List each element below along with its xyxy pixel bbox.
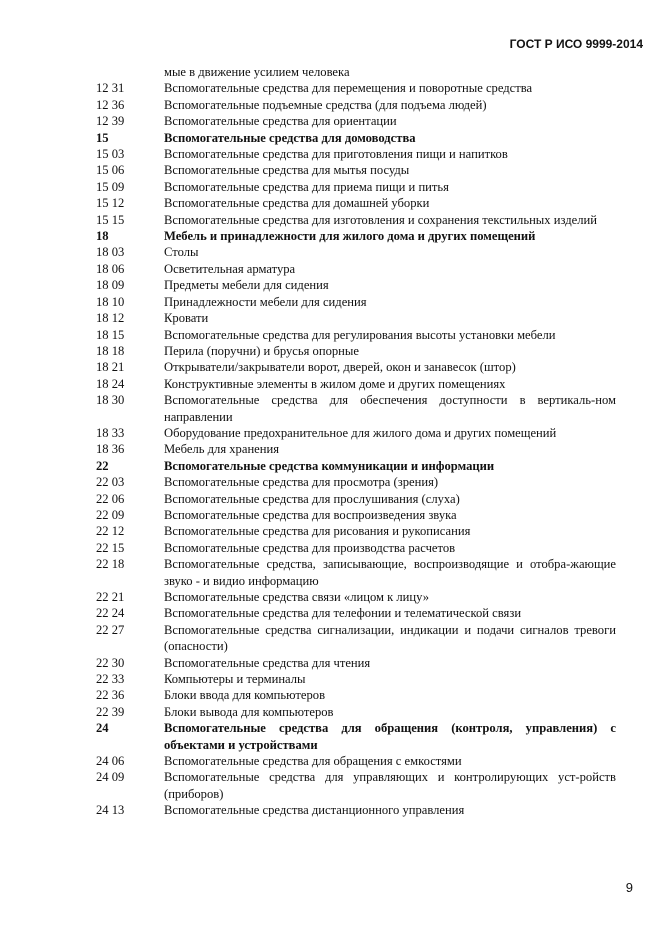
classification-code: 22 18 bbox=[96, 557, 125, 572]
list-item bbox=[0, 212, 661, 228]
classification-code: 15 bbox=[96, 130, 109, 145]
classification-title: Вспомогательные средства для приема пищи и питья bbox=[164, 179, 449, 194]
list-item bbox=[0, 146, 661, 162]
classification-code: 18 33 bbox=[96, 425, 125, 440]
classification-title: мые в движение усилием человека bbox=[164, 65, 350, 79]
list-item bbox=[0, 113, 661, 129]
list-item bbox=[0, 491, 661, 507]
document-header: ГОСТ Р ИСО 9999-2014 bbox=[509, 37, 643, 51]
list-item bbox=[0, 294, 661, 310]
classification-title: Вспомогательные средства для перемещения и поворотные средства bbox=[164, 81, 533, 96]
classification-title: Осветительная арматура bbox=[164, 261, 296, 276]
list-item bbox=[0, 687, 661, 703]
classification-code: 24 09 bbox=[96, 770, 125, 785]
classification-title: Вспомогательные средства коммуникации и информации bbox=[164, 458, 495, 473]
list-item bbox=[0, 605, 661, 621]
classification-code: 22 27 bbox=[96, 622, 125, 637]
classification-code: 22 06 bbox=[96, 491, 125, 506]
classification-title: Компьютеры и терминалы bbox=[164, 672, 306, 687]
classification-code: 12 31 bbox=[96, 81, 125, 96]
classification-title: Вспомогательные средства для обращения (контроля, управления) с объектами и устройствами bbox=[164, 721, 616, 752]
classification-code: 18 30 bbox=[96, 393, 125, 408]
list-item bbox=[0, 425, 661, 441]
classification-title: Блоки ввода для компьютеров bbox=[164, 688, 326, 703]
classification-code: 18 03 bbox=[96, 245, 125, 260]
classification-code: 18 21 bbox=[96, 360, 125, 375]
classification-title: Вспомогательные средства дистанционного управления bbox=[164, 803, 465, 818]
list-item bbox=[0, 179, 661, 195]
list-item bbox=[0, 802, 661, 818]
classification-code: 18 06 bbox=[96, 261, 125, 276]
classification-code: 22 09 bbox=[96, 507, 125, 522]
classification-title: Кровати bbox=[164, 311, 209, 326]
list-item bbox=[0, 441, 661, 457]
classification-title: Вспомогательные средства сигнализации, индикации и подачи сигналов тревоги (опасности) bbox=[164, 622, 616, 654]
classification-code: 24 bbox=[96, 721, 109, 736]
classification-code: 22 36 bbox=[96, 688, 125, 703]
classification-code: 15 09 bbox=[96, 179, 125, 194]
classification-code: 15 15 bbox=[96, 212, 125, 227]
classification-title: Вспомогательные средства для производства расчетов bbox=[164, 540, 456, 555]
classification-title: Вспомогательные средства для воспроизведения звука bbox=[164, 507, 457, 522]
section-heading-row bbox=[0, 228, 661, 244]
classification-code: 18 36 bbox=[96, 442, 125, 457]
classification-title: Конструктивные элементы в жилом доме и других помещениях bbox=[164, 376, 506, 391]
classification-title: Вспомогательные средства для телефонии и телематической связи bbox=[164, 606, 522, 621]
classification-code: 15 03 bbox=[96, 147, 125, 162]
page-number: 9 bbox=[625, 880, 633, 895]
list-item bbox=[0, 162, 661, 178]
classification-title: Вспомогательные средства для ориентации bbox=[164, 114, 397, 129]
classification-list bbox=[0, 64, 661, 819]
classification-title: Вспомогательные средства для просмотра (зрения) bbox=[164, 475, 439, 490]
classification-title: Мебель и принадлежности для жилого дома и других помещений bbox=[164, 229, 536, 244]
classification-code: 18 12 bbox=[96, 311, 125, 326]
list-item bbox=[0, 507, 661, 523]
classification-title: Вспомогательные средства для управляющих и контролирующих уст-ройств (приборов) bbox=[164, 770, 616, 801]
classification-code: 18 24 bbox=[96, 376, 125, 391]
classification-code: 22 30 bbox=[96, 655, 125, 670]
classification-title: Вспомогательные средства для изготовления и сохранения текстильных изделий bbox=[164, 212, 597, 227]
list-item bbox=[0, 80, 661, 96]
classification-code: 18 bbox=[96, 229, 109, 244]
classification-title: Вспомогательные средства для мытья посуды bbox=[164, 163, 410, 178]
classification-code: 22 bbox=[96, 458, 109, 473]
classification-title: Вспомогательные средства связи «лицом к лицу» bbox=[164, 590, 430, 604]
classification-title: Вспомогательные средства для приготовления пищи и напитков bbox=[164, 147, 508, 162]
classification-title: Вспомогательные средства для домоводства bbox=[164, 130, 416, 145]
classification-code: 15 12 bbox=[96, 196, 125, 211]
classification-code: 18 18 bbox=[96, 343, 125, 358]
list-item bbox=[0, 277, 661, 293]
classification-title: Вспомогательные средства для рисования и рукописания bbox=[164, 524, 471, 539]
classification-code: 22 21 bbox=[96, 590, 125, 604]
list-item bbox=[0, 704, 661, 720]
list-item bbox=[0, 195, 661, 211]
list-item bbox=[0, 64, 661, 80]
classification-title: Столы bbox=[164, 245, 199, 260]
list-item bbox=[0, 540, 661, 556]
classification-title: Вспомогательные средства для чтения bbox=[164, 655, 371, 670]
classification-code: 22 12 bbox=[96, 524, 125, 539]
classification-code: 24 13 bbox=[96, 803, 125, 818]
list-item bbox=[0, 97, 661, 113]
classification-title: Вспомогательные средства для домашней уборки bbox=[164, 196, 430, 211]
list-item bbox=[0, 392, 661, 425]
classification-code: 22 15 bbox=[96, 540, 125, 555]
classification-code: 22 39 bbox=[96, 704, 125, 719]
list-item bbox=[0, 244, 661, 260]
classification-code: 12 39 bbox=[96, 114, 125, 129]
list-item bbox=[0, 359, 661, 375]
classification-title: Вспомогательные средства для прослушивания (слуха) bbox=[164, 491, 460, 506]
classification-code: 22 03 bbox=[96, 475, 125, 490]
classification-code: 22 33 bbox=[96, 672, 125, 687]
classification-title: Вспомогательные средства для регулирования высоты установки мебели bbox=[164, 327, 556, 342]
list-item bbox=[0, 655, 661, 671]
list-item bbox=[0, 327, 661, 343]
list-item bbox=[0, 671, 661, 687]
classification-title: Предметы мебели для сидения bbox=[164, 278, 329, 293]
classification-title: Вспомогательные средства для обеспечения доступности в вертикаль-ном направлении bbox=[164, 393, 616, 424]
list-item bbox=[0, 589, 661, 605]
list-item bbox=[0, 622, 661, 655]
list-item bbox=[0, 753, 661, 769]
classification-title: Вспомогательные средства для обращения с емкостями bbox=[164, 754, 462, 769]
list-item bbox=[0, 474, 661, 490]
classification-code: 22 24 bbox=[96, 606, 125, 621]
classification-code: 18 10 bbox=[96, 294, 125, 309]
list-item bbox=[0, 376, 661, 392]
classification-title: Вспомогательные подъемные средства (для подъема людей) bbox=[164, 97, 487, 112]
list-item bbox=[0, 310, 661, 326]
classification-title: Открыватели/закрыватели ворот, дверей, окон и занавесок (штор) bbox=[164, 360, 516, 375]
classification-title: Принадлежности мебели для сидения bbox=[164, 294, 367, 309]
classification-title: Мебель для хранения bbox=[164, 442, 280, 457]
list-item bbox=[0, 523, 661, 539]
list-item bbox=[0, 556, 661, 589]
section-heading-row bbox=[0, 458, 661, 474]
classification-code: 18 15 bbox=[96, 327, 125, 342]
classification-code: 24 06 bbox=[96, 754, 125, 769]
list-item bbox=[0, 343, 661, 359]
section-heading-row bbox=[0, 130, 661, 146]
list-item bbox=[0, 261, 661, 277]
list-item bbox=[0, 769, 661, 802]
classification-title: Перила (поручни) и брусья опорные bbox=[164, 343, 359, 358]
classification-code: 12 36 bbox=[96, 97, 125, 112]
classification-title: Блоки вывода для компьютеров bbox=[164, 704, 334, 719]
classification-code: 18 09 bbox=[96, 278, 125, 293]
section-heading-row bbox=[0, 720, 661, 753]
classification-title: Оборудование предохранительное для жилого дома и других помещений bbox=[164, 425, 557, 440]
classification-title: Вспомогательные средства, записывающие, воспроизводящие и отобра-жающие звуко - и видио информацию bbox=[164, 557, 616, 588]
classification-code: 15 06 bbox=[96, 163, 125, 178]
